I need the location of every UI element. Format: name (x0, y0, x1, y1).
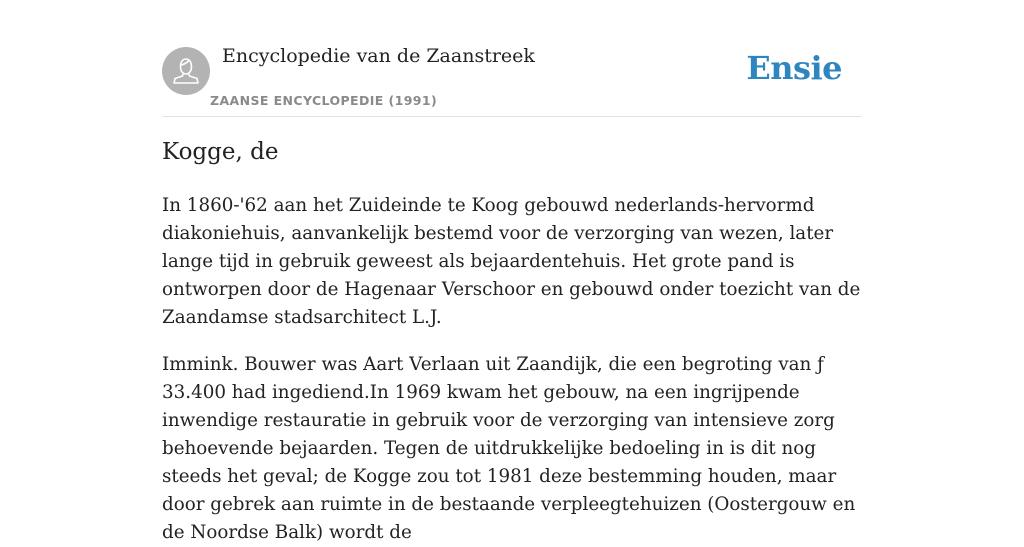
site-subtitle: ZAANSE ENCYCLOPEDIE (1991) (210, 93, 438, 108)
user-icon (162, 47, 210, 95)
page (162, 0, 862, 543)
avatar[interactable] (162, 47, 210, 95)
page-header (162, 0, 862, 117)
article-paragraph: Immink. Bouwer was Aart Verlaan uit Zaandijk, die een begroting van ƒ 33.400 had ingediend.In 1969 kwam het gebouw, na een ingrijpende inwendige restauratie in gebruik voor de verzorging van intensieve zorg behoevende bejaarden. Tegen de uitdrukkelijke bedoeling in is dit nog steeds het geval; de Kogge zou tot 1981 deze bestemming houden, maar door gebrek aan ruimte in de bestaande verpleegtehuizen (Oostergouw en de Noordse Balk) wordt de (162, 354, 856, 543)
article-title: Kogge, de (162, 139, 279, 165)
article-paragraph: In 1860-'62 aan het Zuideinde te Koog gebouwd nederlands-hervormd diakoniehuis, aanvankelijk bestemd voor de verzorging van wezen, later lange tijd in gebruik geweest als bejaardentehuis. Het grote pand is ontworpen door de Hagenaar Verschoor en gebouwd onder toezicht van de Zaandamse stadsarchitect L.J. (162, 195, 861, 328)
site-title[interactable]: Encyclopedie van de Zaanstreek (222, 45, 535, 67)
brand-logo[interactable]: Ensie (746, 49, 842, 87)
